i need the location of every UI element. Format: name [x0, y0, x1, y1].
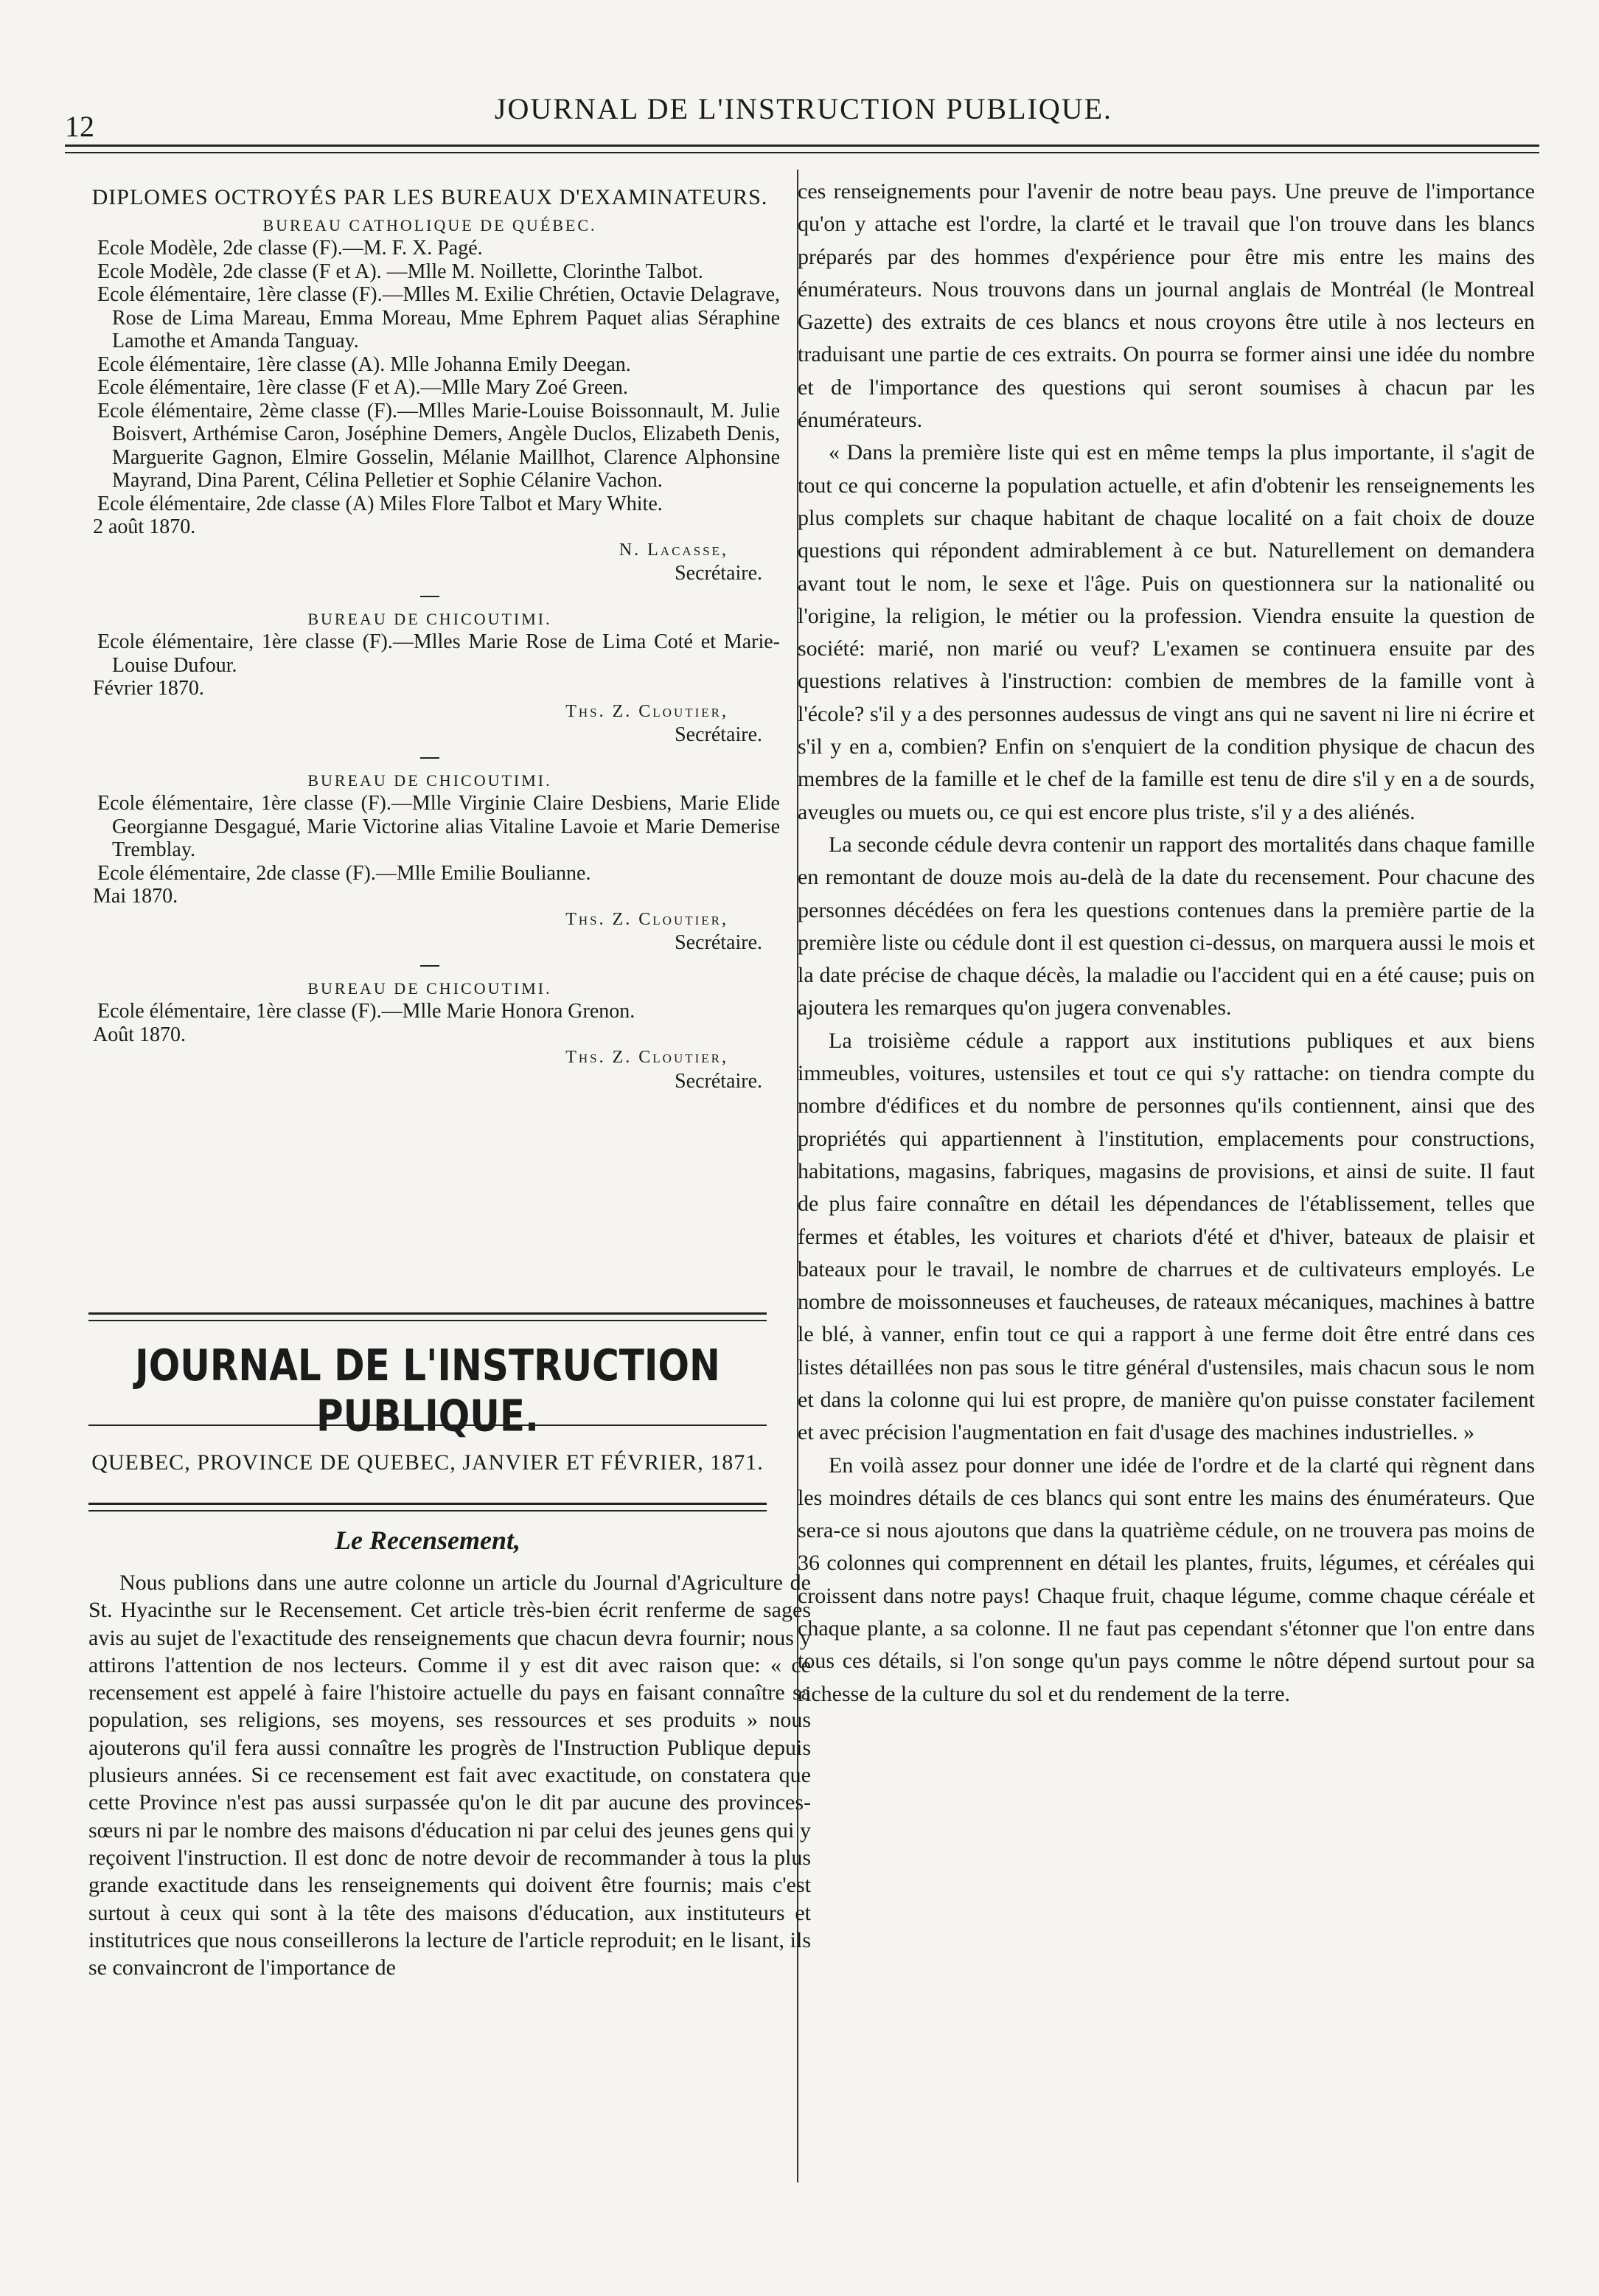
diploma-entry: Ecole élémentaire, 2ème classe (F).—Mlles Marie-Louise Boissonnault, M. Julie Boisvert, Arthémise Caron, Joséphine Demers, Angèle Duclos, Elizabeth Denis, Marguerite Gagnon, Elmire Gosselin, Mélanie Maillhot, Clarence Alphonsine Mayrand, Dina Parent, Célina Pelletier et Sophie Célanire Vachon. — [97, 399, 780, 492]
bureau-date: 2 août 1870. — [93, 515, 196, 538]
secretary-name: Ths. Z. Cloutier, — [565, 909, 728, 929]
secretary-role: Secrétaire. — [675, 931, 762, 954]
running-title: JOURNAL DE L'INSTRUCTION PUBLIQUE. — [494, 92, 1113, 125]
diploma-entry: Ecole élémentaire, 1ère classe (F).—Mlle Marie Honora Grenon. — [97, 1000, 635, 1023]
article-left-column — [88, 1569, 811, 1981]
article-paragraph: La seconde cédule devra contenir un rapport des mortalités dans chaque famille en remontant de douze mois au-delà de la date du recensement. Pour chacune des personnes décédées on fera les questions contenues dans la première partie de la première liste ou cédule dont il est question ci-dessus, on marquera aussi le mois et la date précise de chaque décès, la maladie ou l'accident qui en a été cause; puis on ajoutera les remarques qu'on jugera convenables. — [798, 832, 1535, 1020]
secretary-role: Secrétaire. — [675, 1069, 762, 1093]
masthead-rule-top-2 — [88, 1320, 767, 1321]
masthead-rule-mid — [88, 1424, 767, 1426]
article-paragraph: « Dans la première liste qui est en même temps la plus importante, il s'agit de tout ce qui concerne la population actuelle, et afin d'obtenir les renseignements les plus complets sur chaque habitant de chaque localité on a fait choix de douze questions qui répondent admirablement à ce but. Naturellement on demandera avant tout le nom, le sexe et l'âge. Puis on questionnera sur la nationalité ou l'origine, la religion, le métier ou la profession. Viendra ensuite la question de société: marié, non marié ou veuf? L'examen se continuera ensuite par des questions relatives à l'instruction: combien de membres de la famille vont à l'école? s'il y a des personnes audessus de vingt ans qui ne savent ni lire ni écrire et s'il y en a, combien? Enfin on s'enquiert de la condition physique de chacun des membres de la famille et le chef de la famille est tenu de dire s'il y en a de sourds, aveugles ou muets ou, ce qui est encore plus triste, s'il y a des aliénés. — [798, 440, 1535, 824]
diploma-entry: Ecole Modèle, 2de classe (F et A). —Mlle M. Noillette, Clorinthe Talbot. — [97, 260, 703, 283]
secretary-role: Secrétaire. — [675, 562, 762, 585]
bureau-block — [80, 769, 780, 955]
header-rule-top — [65, 145, 1539, 147]
bureau-date: Mai 1870. — [93, 885, 178, 908]
section-separator — [420, 596, 439, 597]
article-right-column — [798, 175, 1535, 1711]
bureau-date: Août 1870. — [93, 1023, 186, 1046]
dateline-rule — [88, 1503, 767, 1505]
diploma-entry: Ecole élémentaire, 1ère classe (F et A).—Mlle Mary Zoé Green. — [97, 376, 628, 399]
secretary-name: Ths. Z. Cloutier, — [565, 701, 728, 721]
bureau-heading: BUREAU CATHOLIQUE DE QUÉBEC. — [262, 215, 597, 234]
diploma-entry: Ecole élémentaire, 1ère classe (F).—Mlles Marie Rose de Lima Coté et Marie-Louise Dufour. — [97, 630, 780, 677]
diplomas-section — [80, 186, 780, 1093]
diplomas-title: DIPLOMES OCTROYÉS PAR LES BUREAUX D'EXAMINATEURS. — [91, 185, 768, 209]
article-title: Le Recensement, — [335, 1526, 520, 1555]
section-separator — [420, 965, 439, 967]
diploma-entry: Ecole élémentaire, 2de classe (A) Miles Flore Talbot et Mary White. — [97, 492, 663, 515]
header-rule-bottom — [65, 152, 1539, 153]
masthead-rule-top — [88, 1312, 767, 1315]
secretary-name: N. Lacasse, — [619, 540, 728, 560]
diploma-entry: Ecole Modèle, 2de classe (F).—M. F. X. Pagé. — [97, 237, 483, 260]
page-number: 12 — [65, 110, 94, 143]
secretary-name: Ths. Z. Cloutier, — [565, 1048, 728, 1067]
diploma-entry: Ecole élémentaire, 1ère classe (A). Mlle Johanna Emily Deegan. — [97, 352, 631, 376]
section-separator — [420, 757, 439, 759]
secretary-role: Secrétaire. — [675, 723, 762, 746]
article-paragraph: Nous publions dans une autre colonne un article du Journal d'Agriculture de St. Hyacinthe sur le Recensement. Cet article très-bien écrit renferme de sages avis au sujet de l'exactitude des renseignements que chacun devra fournir; nous y attirons l'attention de nos lecteurs. Comme il y est dit avec raison que: « ce recensement est appelé à faire l'histoire actuelle du pays en faisant connaître sa population, ses religions, ses moyens, ses ressources et ses produits » nous ajouterons qu'il fera aussi connaître les progrès de l'Instruction Publique depuis plusieurs années. Si ce recensement est fait avec exactitude, on constatera que cette Province n'est pas aussi surpassée qu'on le dit par aucune des provinces-sœurs ni par le nombre des maisons d'éducation ni par celui des jeunes gens qui y reçoivent l'instruction. Il est donc de notre devoir de recommander à tous la plus grande exactitude dans les renseignements qui doivent être fournis; mais c'est surtout à ceux qui sont à la tête des maisons d'éducation, aux instituteurs et institutrices que nous conseillerons la lecture de l'article reproduit; en le lisant, ils se convaincront de l'importance de — [88, 1570, 811, 1980]
bureau-block — [80, 977, 780, 1093]
bureau-block — [80, 214, 780, 585]
article-paragraph: ces renseignements pour l'avenir de notre beau pays. Une preuve de l'importance qu'on y attache est l'ordre, la clarté et le travail que l'on trouve dans les blancs préparés par des hommes d'expérience pour être mis entre les mains des énumérateurs. Nous trouvons dans un journal anglais de Montréal (le Montreal Gazette) des extraits de ces blancs et nous croyons être utile à nos lecteurs en traduisant une partie de ces extraits. On pourra se former ainsi une idée du nombre et de l'importance des questions qui seront soumises à chacun par les énumérateurs. — [798, 179, 1535, 433]
bureau-heading: BUREAU DE CHICOUTIMI. — [307, 609, 552, 628]
masthead-dateline: QUEBEC, PROVINCE DE QUEBEC, JANVIER ET FÉVRIER, 1871. — [91, 1450, 764, 1475]
dateline-rule-2 — [88, 1510, 767, 1511]
article-paragraph: La troisième cédule a rapport aux institutions publiques et aux biens immeubles, voitures, ustensiles et tout ce qui s'y rattache: on tiendra compte du nombre d'édifices et du nombre de personnes qu'ils contiennent, ainsi que des propriétés qui appartiennent à l'institution, emplacements pour constructions, habitations, magasins, fabriques, magasins de provisions, et ainsi de suite. Il faut de plus faire connaître en détail les dépendances de l'établissement, telles que fermes et étables, les voitures et chariots d'été et d'hiver, bateaux de plaisir et bateaux pour le travail, le nombre de charrues et de cultivateurs employés. Le nombre de moissonneuses et faucheuses, de rateaux mécaniques, machines à battre le blé, à vanner, enfin tout ce qui a rapport à une ferme doit être entré dans ces listes détaillées non pas sous le titre général d'ustensiles, mais chacun sous le nom et dans la colonne qui lui est propre, de manière qu'on puisse constater facilement et avec précision l'augmentation en fait d'usage des machines industrielles. » — [798, 1028, 1535, 1445]
diploma-entry: Ecole élémentaire, 1ère classe (F).—Mlle Virginie Claire Desbiens, Marie Elide Georgianne Desgagué, Marie Victorine alias Vitaline Lavoie et Marie Demerise Tremblay. — [97, 792, 780, 861]
diploma-entry: Ecole élémentaire, 2de classe (F).—Mlle Emilie Boulianne. — [97, 861, 591, 885]
bureau-heading: BUREAU DE CHICOUTIMI. — [307, 978, 552, 998]
diploma-entry: Ecole élémentaire, 1ère classe (F).—Mlles M. Exilie Chrétien, Octavie Delagrave, Rose de Lima Mareau, Emma Moreau, Mme Ephrem Paquet alias Séraphine Lamothe et Amanda Tanguay. — [97, 283, 780, 352]
article-paragraph: En voilà assez pour donner une idée de l'ordre et de la clarté qui règnent dans les moindres détails de ces blancs qui sont entre les mains des énumérateurs. Que sera-ce si nous ajoutons que dans la quatrième cédule, on ne trouvera pas moins de 36 colonnes qui comprennent en détail les plantes, fruits, légumes, et céréales qui croissent dans notre pays! Chaque fruit, chaque légume, comme chaque céréale et chaque plante, a sa colonne. Il ne faut pas cependant s'étonner que l'on entre dans tous ces détails, si l'on songe qu'un pays comme le nôtre dépend surtout pour sa richesse de la culture du sol et du rendement de la terre. — [798, 1453, 1535, 1706]
bureau-block — [80, 608, 780, 747]
bureau-date: Février 1870. — [93, 677, 204, 700]
bureau-heading: BUREAU DE CHICOUTIMI. — [307, 770, 552, 790]
masthead-title: JOURNAL DE L'INSTRUCTION PUBLIQUE. — [135, 1340, 720, 1441]
